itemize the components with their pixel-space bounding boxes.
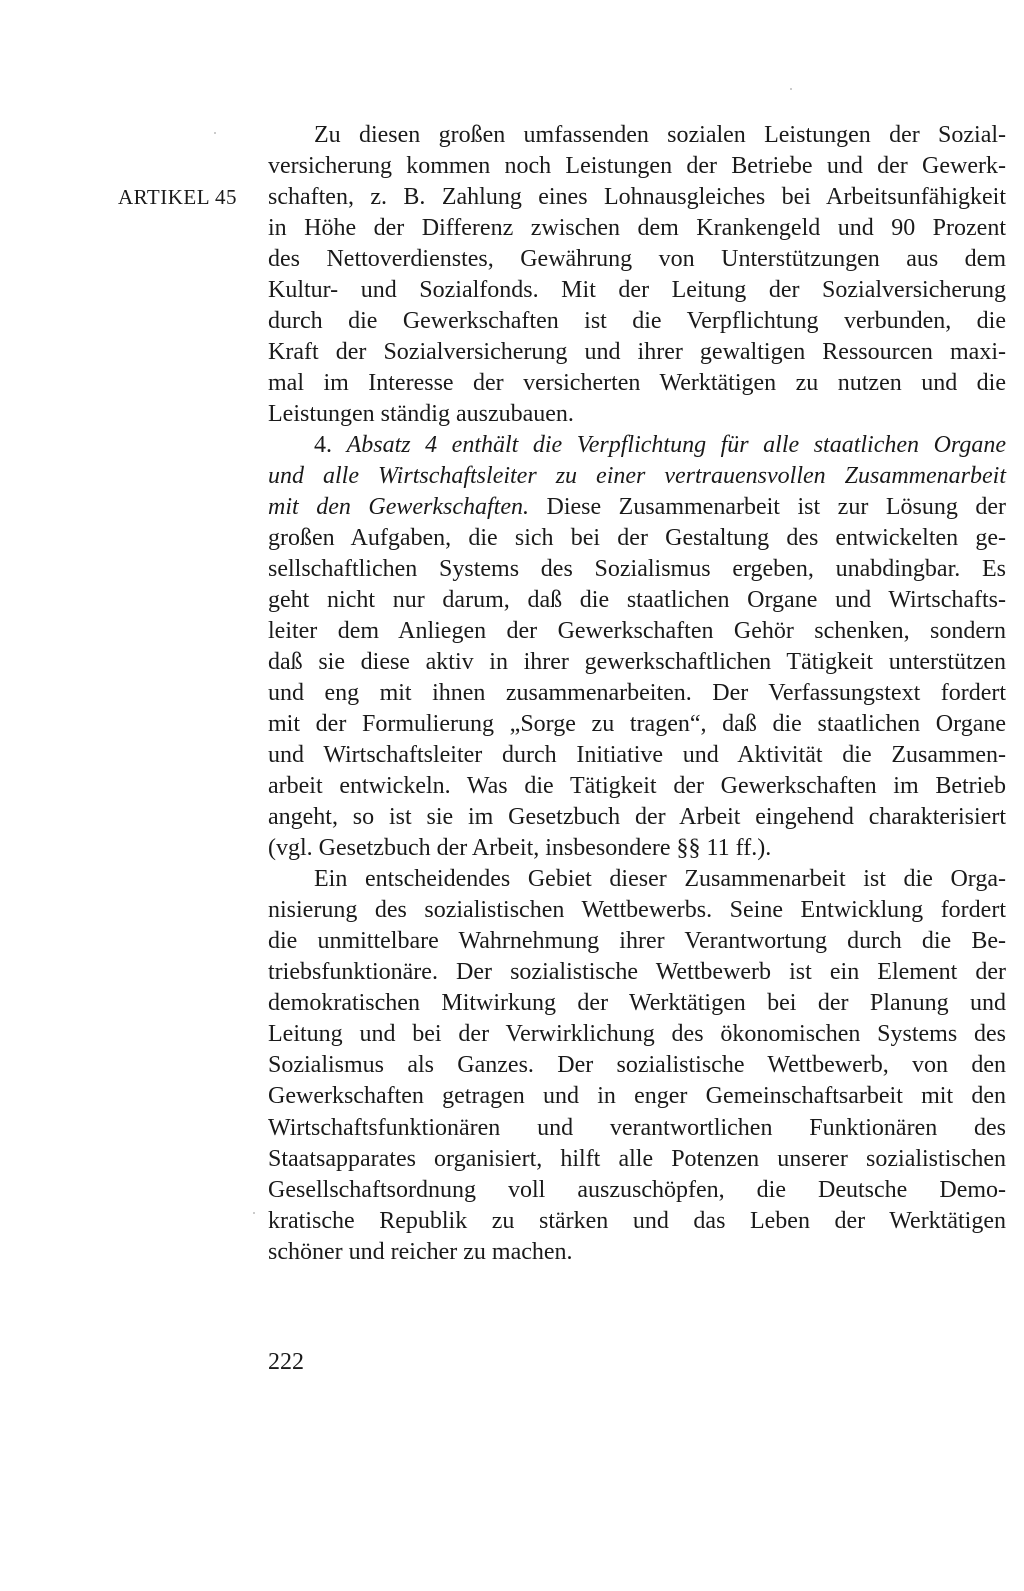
text-segment: triebsfunktionäre. Der sozialistische Wettbewerb ist ein Element der bbox=[268, 959, 1006, 986]
text-segment: in Höhe der Differenz zwischen dem Krankengeld und 90 Prozent bbox=[268, 215, 1006, 242]
text-segment: mit der Formulierung „Sorge zu tragen“, daß die staatlichen Organe bbox=[268, 711, 1006, 738]
text-line bbox=[268, 430, 1006, 461]
scan-speck bbox=[214, 132, 216, 134]
italic-text-segment: Absatz 4 enthält die Verpflichtung für alle staatlichen Organe bbox=[346, 432, 1007, 459]
text-segment: Wirtschaftsfunktionären und verantwortlichen Funktionären des bbox=[268, 1114, 1006, 1141]
text-line bbox=[268, 368, 1006, 399]
text-line bbox=[268, 678, 1006, 709]
text-segment: Ein entscheidendes Gebiet dieser Zusammenarbeit ist die Orga- bbox=[314, 866, 1006, 893]
text-line bbox=[268, 182, 1006, 213]
text-line bbox=[268, 833, 1006, 864]
text-line bbox=[268, 926, 1006, 957]
text-segment: daß sie diese aktiv in ihrer gewerkschaftlichen Tätigkeit unterstützen bbox=[268, 649, 1006, 676]
text-line bbox=[268, 1237, 1006, 1268]
text-segment: kratische Republik zu stärken und das Leben der Werktätigen bbox=[268, 1207, 1006, 1234]
text-line bbox=[268, 1175, 1006, 1206]
text-line bbox=[268, 895, 1006, 926]
text-segment: Sozialismus als Ganzes. Der sozialistische Wettbewerb, von den bbox=[268, 1052, 1006, 1079]
text-line bbox=[268, 1019, 1006, 1050]
text-segment: nisierung des sozialistischen Wettbewerbs. Seine Entwicklung fordert bbox=[268, 897, 1006, 924]
text-line bbox=[268, 337, 1006, 368]
text-line bbox=[268, 647, 1006, 678]
text-segment: angeht, so ist sie im Gesetzbuch der Arbeit eingehend charakterisiert bbox=[268, 804, 1006, 831]
text-segment: Leitung und bei der Verwirklichung des ökonomischen Systems des bbox=[268, 1021, 1006, 1048]
text-segment: schöner und reicher zu machen. bbox=[268, 1238, 573, 1265]
text-line bbox=[268, 740, 1006, 771]
text-line bbox=[268, 709, 1006, 740]
text-line bbox=[268, 554, 1006, 585]
text-segment: Staatsapparates organisiert, hilft alle Potenzen unserer sozialistischen bbox=[268, 1145, 1006, 1172]
text-segment: großen Aufgaben, die sich bei der Gestaltung des entwickelten ge- bbox=[268, 525, 1006, 552]
text-line bbox=[268, 306, 1006, 337]
article-margin-label: ARTIKEL 45 bbox=[118, 185, 238, 209]
page-number: 222 bbox=[268, 1349, 304, 1375]
text-line bbox=[268, 523, 1006, 554]
text-segment: arbeit entwickeln. Was die Tätigkeit der Gewerkschaften im Betrieb bbox=[268, 773, 1006, 800]
text-line bbox=[268, 802, 1006, 833]
italic-text-segment: mit den Gewerkschaften. bbox=[268, 494, 529, 521]
text-line bbox=[268, 1144, 1006, 1175]
text-segment: Zu diesen großen umfassenden sozialen Leistungen der Sozial- bbox=[314, 122, 1006, 148]
text-segment: Gewerkschaften getragen und in enger Gemeinschaftsarbeit mit den bbox=[268, 1083, 1006, 1110]
text-segment: sellschaftlichen Systems des Sozialismus ergeben, unabdingbar. Es bbox=[268, 556, 1006, 583]
text-line bbox=[268, 771, 1006, 802]
text-segment: leiter dem Anliegen der Gewerkschaften Gehör schenken, sondern bbox=[268, 618, 1006, 645]
text-segment: Kultur- und Sozialfonds. Mit der Leitung der Sozialversicherung bbox=[268, 277, 1006, 304]
text-segment: versicherung kommen noch Leistungen der Betriebe und der Gewerk- bbox=[268, 153, 1006, 180]
text-line bbox=[268, 864, 1006, 895]
text-line bbox=[268, 492, 1006, 523]
text-segment: des Nettoverdienstes, Gewährung von Unterstützungen aus dem bbox=[268, 246, 1006, 273]
text-segment: mal im Interesse der versicherten Werktätigen zu nutzen und die bbox=[268, 370, 1006, 397]
text-segment: die unmittelbare Wahrnehmung ihrer Verantwortung durch die Be- bbox=[268, 928, 1006, 955]
text-segment: und Wirtschaftsleiter durch Initiative und Aktivität die Zusammen- bbox=[268, 742, 1006, 769]
text-segment: geht nicht nur darum, daß die staatlichen Organe und Wirtschafts- bbox=[268, 587, 1006, 614]
text-segment: Leistungen ständig auszubauen. bbox=[268, 401, 574, 428]
text-segment: Diese Zusammenarbeit ist zur Lösung der bbox=[528, 494, 1006, 521]
text-line bbox=[268, 957, 1006, 988]
text-segment: Kraft der Sozialversicherung und ihrer gewaltigen Ressourcen maxi- bbox=[268, 339, 1006, 366]
text-line bbox=[268, 585, 1006, 616]
italic-text-segment: und alle Wirtschaftsleiter zu einer vertrauensvollen Zusammenarbeit bbox=[268, 463, 1006, 490]
text-line bbox=[268, 1050, 1006, 1081]
text-line bbox=[268, 1113, 1006, 1144]
scan-speck bbox=[790, 88, 792, 90]
text-line bbox=[268, 399, 1006, 430]
body-text bbox=[268, 120, 1006, 1268]
text-line bbox=[268, 244, 1006, 275]
text-segment: 4. bbox=[314, 432, 347, 459]
text-line bbox=[268, 1206, 1006, 1237]
text-line bbox=[268, 616, 1006, 647]
text-segment: durch die Gewerkschaften ist die Verpflichtung verbunden, die bbox=[268, 308, 1006, 335]
text-segment: und eng mit ihnen zusammenarbeiten. Der Verfassungstext fordert bbox=[268, 680, 1006, 707]
text-line bbox=[268, 1081, 1006, 1112]
text-line bbox=[268, 213, 1006, 244]
text-segment: demokratischen Mitwirkung der Werktätigen bei der Planung und bbox=[268, 990, 1006, 1017]
text-line bbox=[268, 120, 1006, 151]
scan-speck bbox=[253, 1212, 255, 1214]
text-segment: (vgl. Gesetzbuch der Arbeit, insbesondere §§ 11 ff.). bbox=[268, 835, 772, 862]
text-line bbox=[268, 461, 1006, 492]
text-line bbox=[268, 151, 1006, 182]
text-line bbox=[268, 275, 1006, 306]
text-segment: schaften, z. B. Zahlung eines Lohnausgleiches bei Arbeitsunfähigkeit bbox=[268, 184, 1006, 211]
text-line bbox=[268, 988, 1006, 1019]
text-segment: Gesellschaftsordnung voll auszuschöpfen, die Deutsche Demo- bbox=[268, 1176, 1006, 1203]
